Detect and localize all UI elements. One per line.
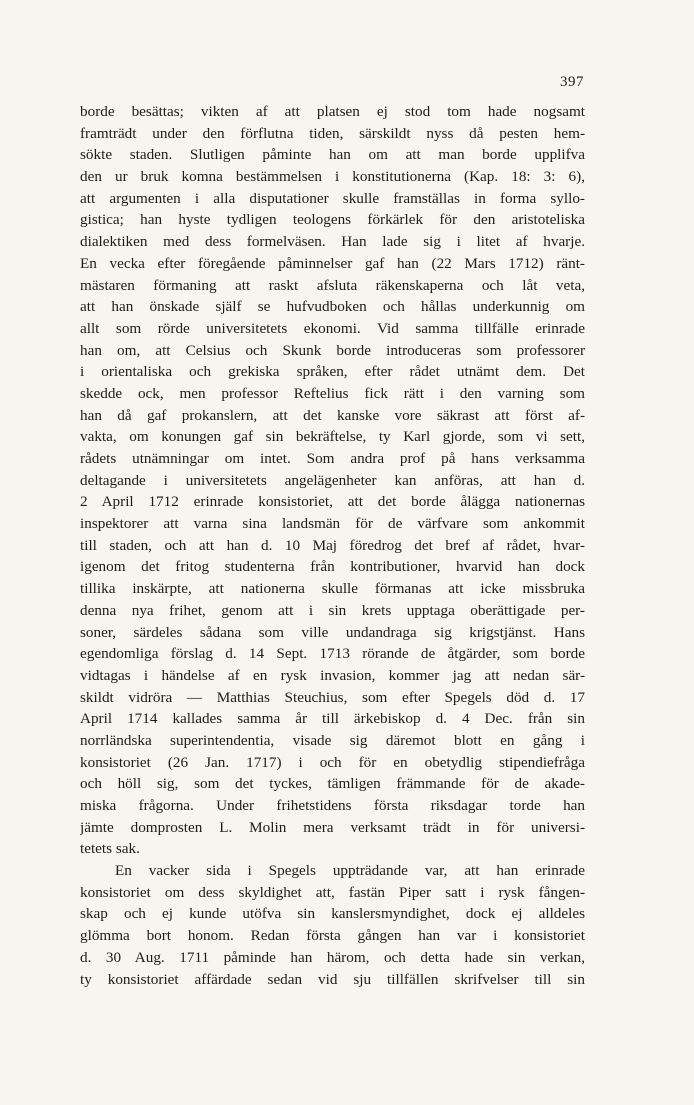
text-line: konsistoriet om dess skyldighet att, fastän Piper satt i rysk fången-	[80, 883, 585, 901]
text-line: rådets utnämningar om intet. Som andra prof på hans verksamma	[80, 450, 585, 467]
text-line: d. 30 Aug. 1711 påminde han härom, och detta hade sin verkan,	[80, 948, 585, 966]
text-line: att han önskade själf se hufvudboken och hållas underkunnig om	[80, 298, 585, 316]
text-line: igenom det fritog studenterna från kontributioner, hvarvid han dock	[80, 558, 585, 576]
text-line: allt som rörde universitetets ekonomi. Vid samma tillfälle erinrade	[80, 319, 585, 337]
text-line: i orientaliska och grekiska språken, efter rådet utnämt dem. Det	[80, 363, 585, 381]
text-line: till staden, och att han d. 10 Maj föredrog det bref af rådet, hvar-	[80, 536, 585, 554]
text-line: skap och ej kunde utöfva sin kanslersmyndighet, dock ej alldeles	[80, 905, 585, 923]
text-line: miska frågorna. Under frihetstidens första riksdagar torde han	[80, 797, 585, 814]
text-line: 2 April 1712 erinrade konsistoriet, att det borde ålägga nationernas	[80, 493, 585, 511]
text-line: glömma bort honom. Redan första gången han var i konsistoriet	[80, 927, 585, 945]
text-line: egendomliga förslag d. 14 Sept. 1713 rörande de åtgärder, som borde	[80, 645, 585, 663]
text-line: En vecka efter föregående påminnelser gaf han (22 Mars 1712) ränt-	[80, 254, 585, 272]
text-line: att argumenten i alla disputationer skulle framställas in forma syllo-	[80, 189, 585, 207]
text-line: sökte staden. Slutligen påminte han om att man borde upplifva	[80, 146, 585, 164]
text-line: norrländska superintendentia, visade sig däremot blott en gång i	[80, 731, 585, 749]
text-line: borde besättas; vikten af att platsen ej stod tom hade nogsamt	[80, 103, 585, 120]
text-line: konsistoriet (26 Jan. 1717) i och för en obetydlig stipendiefråga	[80, 753, 585, 771]
text-line: tetets sak.	[80, 840, 140, 858]
text-line: denna nya frihet, genom att i sin krets upptaga oberättigade per-	[80, 601, 585, 619]
text-line: April 1714 kallades samma år till ärkebiskop d. 4 Dec. från sin	[80, 710, 585, 728]
text-line: vakta, om konungen gaf sin bekräftelse, ty Karl gjorde, som vi sett,	[80, 428, 585, 446]
text-line: han om, att Celsius och Skunk borde introduceras som professorer	[80, 341, 585, 359]
text-line: framträdt under den förflutna tiden, särskildt nyss då pesten hem-	[80, 124, 585, 142]
text-line: skildt vidröra — Matthias Steuchius, som efter Spegels död d. 17	[80, 688, 585, 706]
text-line: vidtagas i händelse af en rysk invasion, kommer jag att nedan sär-	[80, 666, 585, 684]
text-line: skedde ock, men professor Reftelius fick rätt i den varning som	[80, 384, 585, 402]
text-line: deltagande i universitetets angelägenheter kan anföras, att han d.	[80, 471, 585, 489]
text-line: jämte domprosten L. Molin mera verksamt trädt in för universi-	[80, 818, 585, 836]
page-number: 397	[560, 74, 584, 90]
body-text	[80, 101, 585, 990]
text-line: inspektorer att varna sina landsmän för de värfvare som ankommit	[80, 515, 585, 533]
text-line: En vacker sida i Spegels uppträdande var, att han erinrade	[115, 862, 585, 880]
text-line: soner, särdeles sådana som ville undandraga sig krigstjänst. Hans	[80, 623, 585, 641]
text-line: han då gaf prokanslern, att det kanske vore säkrast att först af-	[80, 406, 585, 424]
text-line: gistica; han hyste tydligen teologens förkärlek för den aristoteliska	[80, 211, 585, 229]
text-line: och höll sig, som det tyckes, tämligen främmande för de akade-	[80, 775, 585, 793]
text-line: mästaren förmaning att raskt afsluta räkenskaperna och låt veta,	[80, 276, 585, 294]
text-line: tillika inskärpte, att nationerna skulle förmanas att icke missbruka	[80, 580, 585, 598]
text-line: ty konsistoriet affärdade sedan vid sju tillfällen skrifvelser till sin	[80, 970, 585, 988]
text-line: dialektiken med dess formelväsen. Han lade sig i litet af hvarje.	[80, 233, 585, 251]
text-line: den ur bruk komna bestämmelsen i konstitutionerna (Kap. 18: 3: 6),	[80, 168, 585, 186]
